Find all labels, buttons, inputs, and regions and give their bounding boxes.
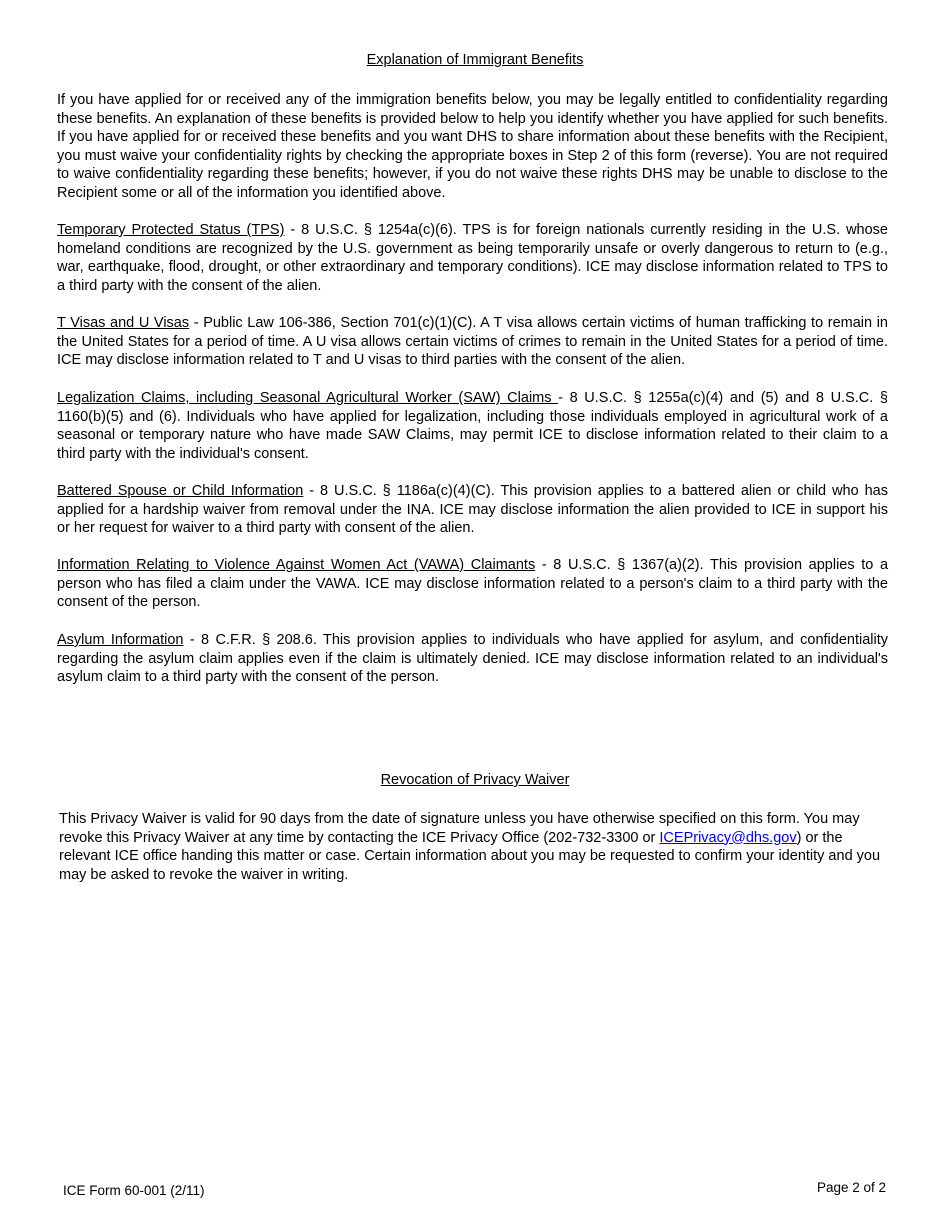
benefit-heading: Legalization Claims, including Seasonal Agricultural Worker (SAW) Claims xyxy=(57,390,559,406)
benefit-item-battered-spouse xyxy=(57,482,888,538)
benefit-description: - 8 U.S.C. § 1186a(c)(4)(C). This provision applies to a battered alien or child who has applied for a hardship waiver from removal under the INA. ICE may disclose information the alien provided to ICE in support his or her request for waiver to a third party with consent of the alien. xyxy=(57,483,889,537)
benefit-description: - 8 U.S.C. § 1255a(c)(4) and (5) and 8 U.S.C. § 1160(b)(5) and (6). Individuals who have applied for legalization, including those individuals employed in agricultural work of a seasonal or temporary nature who have made SAW Claims, may permit ICE to disclose information related to their claim to a third party with the individual's consent. xyxy=(57,390,888,462)
benefit-description: - 8 U.S.C. § 1367(a)(2). This provision applies to a person who has filed a claim under the VAWA. ICE may disclose information related to a person's claim to a third party with the consent of the person. xyxy=(57,557,889,611)
benefit-description: - 8 C.F.R. § 208.6. This provision applies to individuals who have applied for asylum, and confidentiality regarding the asylum claim applies even if the claim is ultimately denied. ICE may disclose information related to an individual's asylum claim to a third party with the consent of the person. xyxy=(57,632,888,686)
revocation-text-end: ) or the relevant ICE office handing this matter or case. Certain information about you may be requested to confirm your identity and you may be asked to revoke the waiver in writing. xyxy=(59,829,881,883)
benefit-item-t-u-visas xyxy=(57,314,888,370)
revocation-paragraph xyxy=(59,810,889,884)
benefit-item-tps xyxy=(57,221,888,295)
benefit-description: - 8 U.S.C. § 1254a(c)(6). TPS is for foreign nationals currently residing in the U.S. whose homeland conditions are recognized by the U.S. government as being temporarily unsafe or overly dangerous to return to (e.g., war, earthquake, flood, drought, or other extraordinary and temporary conditions). ICE may disclose information related to TPS to a third party with the consent of the alien. xyxy=(57,222,888,294)
benefit-heading: T Visas and U Visas xyxy=(57,315,190,331)
benefit-description: - Public Law 106-386, Section 701(c)(1)(C). A T visa allows certain victims of human trafficking to remain in the United States for a period of time. A U visa allows certain victims of crimes to remain in the United States for a period of time. ICE may disclose information related to T and U visas to third parties with the consent of the alien. xyxy=(57,315,888,369)
ice-privacy-email-link[interactable]: ICEPrivacy@dhs.gov xyxy=(659,829,797,846)
revocation-text-start: This Privacy Waiver is valid for 90 days from the date of signature unless you have otherwise specified on this form. You may revoke this Privacy Waiver at any time by contacting the ICE Privacy Office (202-732-3300 or xyxy=(59,811,860,846)
form-identifier: ICE Form 60-001 (2/11) xyxy=(63,1183,205,1198)
benefit-heading: Asylum Information xyxy=(57,632,184,648)
benefit-item-legalization-claims xyxy=(57,389,888,463)
benefits-section-title: Explanation of Immigrant Benefits xyxy=(366,52,584,68)
page-number: Page 2 of 2 xyxy=(816,1180,886,1195)
benefit-heading: Information Relating to Violence Against Women Act (VAWA) Claimants xyxy=(57,557,536,573)
benefit-item-vawa xyxy=(57,556,888,612)
benefits-intro-paragraph: If you have applied for or received any of the immigration benefits below, you may be legally entitled to confidentiality regarding these benefits. An explanation of these benefits is provided below to help you identify whether you have applied for such benefits. If you have applied for or received these benefits and you want DHS to share information about these benefits with the Recipient, you must waive your confidentiality rights by checking the appropriate boxes in Step 2 of this form (reverse). You are not required to waive confidentiality regarding these benefits; however, if you do not waive these rights DHS may be unable to disclose to the Recipient some or all of the information you identified above. xyxy=(57,92,888,201)
benefit-heading: Temporary Protected Status (TPS) xyxy=(57,222,285,238)
benefit-heading: Battered Spouse or Child Information xyxy=(57,483,304,499)
revocation-section-title: Revocation of Privacy Waiver xyxy=(380,772,570,788)
benefit-item-asylum xyxy=(57,631,888,687)
